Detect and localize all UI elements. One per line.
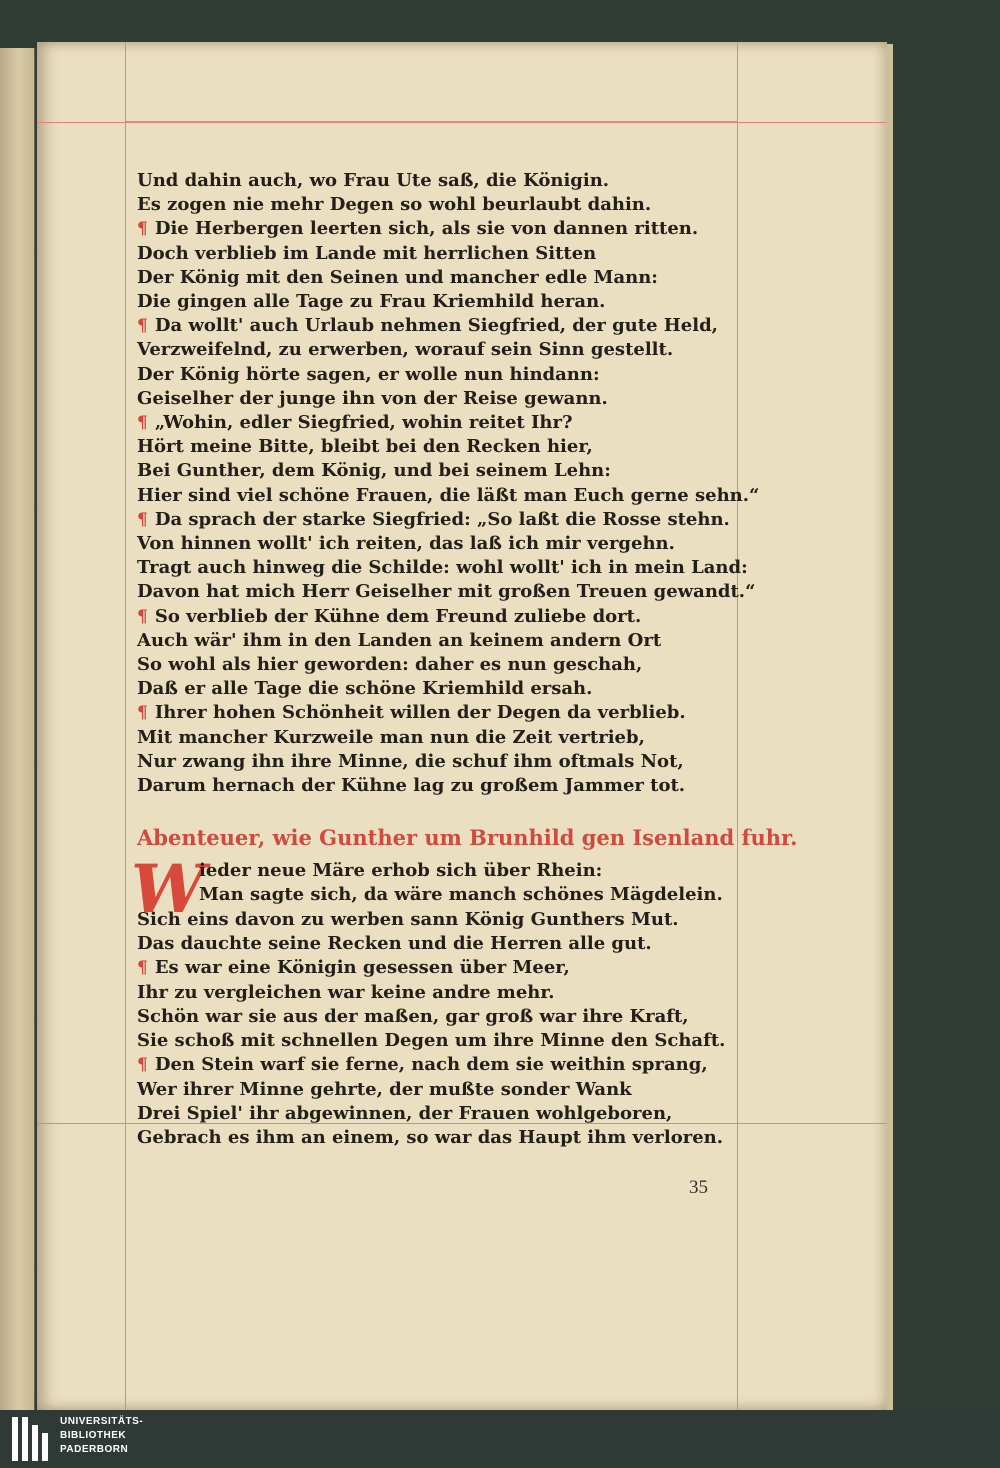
verse-text: Ihrer hohen Schönheit willen der Degen da verblieb. (154, 702, 686, 724)
verse-line-paragraph-start (137, 315, 718, 340)
verse-line (137, 933, 652, 958)
verse-line (137, 727, 645, 752)
verse-text: Sich eins davon zu werben sann König Gunthers Mut. (137, 908, 679, 930)
verse-text: Die Herbergen leerten sich, als sie von dannen ritten. (154, 218, 699, 240)
verse-text: Darum hernach der Kühne lag zu großem Jammer tot. (137, 775, 686, 796)
pilcrow-mark: ¶ (137, 219, 148, 240)
verse-text: Und dahin auch, wo Frau Ute saß, die Königin. (137, 170, 610, 191)
verse-text: „Wohin, edler Siegfried, wohin reitet Ihr? (154, 412, 573, 433)
verse-line-paragraph-start (137, 606, 641, 631)
verse-line (137, 775, 685, 800)
verse-line (137, 1127, 723, 1152)
verse-text: Davon hat mich Herr Geiselher mit großen Treuen gewandt.“ (137, 581, 756, 603)
verse-line-paragraph-start (137, 412, 573, 437)
verse-text: Tragt auch hinweg die Schilde: wohl wollt' ich in mein Land: (137, 557, 748, 579)
verse-line (137, 243, 596, 268)
verse-line (137, 194, 651, 219)
pilcrow-mark: ¶ (137, 703, 148, 724)
verse-text: Geiselher der junge ihn von der Reise gewann. (137, 387, 608, 409)
pilcrow-mark: ¶ (137, 413, 148, 433)
verse-text: Der König hörte sagen, er wolle nun hindann: (137, 363, 600, 385)
verse-line (137, 630, 661, 655)
verse-line (137, 1030, 725, 1055)
verse-line (137, 485, 759, 510)
verse-text: Hier sind viel schöne Frauen, die läßt man Euch gerne sehn.“ (137, 484, 760, 506)
verse-text: So verblieb der Kühne dem Freund zuliebe dort. (154, 605, 642, 627)
verse-line-paragraph-start (137, 702, 686, 727)
verse-line (137, 751, 684, 776)
verse-text: Nur zwang ihn ihre Minne, die schuf ihm oftmals Not, (137, 750, 684, 772)
verse-line (137, 170, 609, 195)
verse-text: So wohl als hier geworden: daher es nun geschah, (137, 654, 643, 675)
verse-line (137, 581, 755, 606)
pilcrow-mark: ¶ (137, 509, 148, 530)
verse-text: Das dauchte seine Recken und die Herren alle gut. (137, 932, 652, 954)
verse-text: Da wollt' auch Urlaub nehmen Siegfried, der gute Held, (154, 315, 718, 337)
verse-line (137, 460, 611, 485)
verse-line-paragraph-start (137, 218, 698, 243)
verse-line (199, 884, 723, 909)
logo-text-line-3: PADERBORN (60, 1444, 129, 1455)
verse-line (137, 678, 592, 703)
verse-text: Drei Spiel' ihr abgewinnen, der Frauen wohlgeboren, (137, 1103, 673, 1124)
verse-line (137, 982, 555, 1007)
verse-text: Von hinnen wollt' ich reiten, das laß ich mir vergehn. (137, 533, 675, 554)
verse-text: Da sprach der starke Siegfried: „So laßt die Rosse stehn. (154, 508, 730, 530)
verse-line (137, 1006, 689, 1031)
verse-text: Daß er alle Tage die schöne Kriemhild ersah. (137, 678, 593, 700)
verse-line (137, 291, 605, 316)
pilcrow-mark: ¶ (137, 958, 148, 979)
verse-text: Der König mit den Seinen und mancher edle Mann: (137, 266, 658, 288)
verse-line-paragraph-start (137, 957, 570, 982)
pilcrow-mark: ¶ (137, 606, 148, 627)
logo-text-line-2: BIBLIOTHEK (60, 1430, 127, 1441)
verse-line (137, 533, 675, 558)
verse-line (137, 339, 673, 364)
verse-line-paragraph-start (137, 509, 730, 534)
verse-line (137, 654, 642, 679)
verse-text: Hört meine Bitte, bleibt bei den Recken hier, (137, 436, 593, 458)
verse-text: Die gingen alle Tage zu Frau Kriemhild heran. (137, 291, 606, 312)
drop-initial: W (131, 850, 206, 928)
verse-line (137, 267, 658, 292)
library-logo-icon (10, 1415, 50, 1463)
verse-text: Schön war sie aus der maßen, gar groß war ihre Kraft, (137, 1005, 689, 1027)
pilcrow-mark: ¶ (137, 316, 148, 337)
verse-text: Auch wär' ihm in den Landen an keinem andern Ort (137, 629, 662, 651)
logo-text-line-1: UNIVERSITÄTS- (60, 1416, 144, 1427)
verse-line (137, 909, 679, 934)
library-footer (0, 1410, 1000, 1468)
book-page (37, 42, 887, 1410)
verse-text: Verzweifelnd, zu erwerben, worauf sein Sinn gestellt. (137, 339, 674, 361)
verse-text: Es war eine Königin gesessen über Meer, (154, 957, 570, 979)
margin-rule-right (737, 42, 738, 1410)
pilcrow-mark: ¶ (137, 1055, 148, 1076)
verse-text: Bei Gunther, dem König, und bei seinem Lehn: (137, 460, 611, 482)
page-stack-edge (887, 44, 893, 1410)
verse-text: Wer ihrer Minne gehrte, der mußte sonder Wank (137, 1078, 632, 1100)
left-page-edge (0, 48, 35, 1410)
chapter-heading: Abenteuer, wie Gunther um Brunhild gen Isenland fuhr. (137, 825, 798, 850)
verse-text: Mit mancher Kurzweile man nun die Zeit vertrieb, (137, 726, 645, 748)
verse-text: Gebrach es ihm an einem, so war das Haupt ihm verloren. (137, 1127, 724, 1149)
verse-text: Sie schoß mit schnellen Degen um ihre Minne den Schaft. (137, 1030, 726, 1052)
verse-line (199, 860, 602, 885)
verse-text: Doch verblieb im Lande mit herrlichen Sitten (137, 242, 597, 264)
verse-line (137, 1103, 672, 1128)
verse-text: Es zogen nie mehr Degen so wohl beurlaubt dahin. (137, 194, 652, 216)
verse-line-paragraph-start (137, 1054, 708, 1079)
text-block-top-rule (125, 121, 737, 122)
verse-text: ieder neue Märe erhob sich über Rhein: (199, 860, 603, 881)
verse-line (137, 364, 600, 389)
verse-text: Man sagte sich, da wäre manch schönes Mägdelein. (199, 884, 723, 906)
verse-line (137, 557, 748, 582)
page-number: 35 (689, 1177, 708, 1198)
verse-line (137, 436, 593, 461)
verse-line (137, 1079, 632, 1104)
margin-rule-top (37, 122, 887, 123)
verse-text: Ihr zu vergleichen war keine andre mehr. (137, 981, 555, 1003)
margin-rule-left-outer (125, 42, 126, 1410)
verse-line (137, 388, 608, 413)
verse-text: Den Stein warf sie ferne, nach dem sie weithin sprang, (154, 1054, 708, 1076)
